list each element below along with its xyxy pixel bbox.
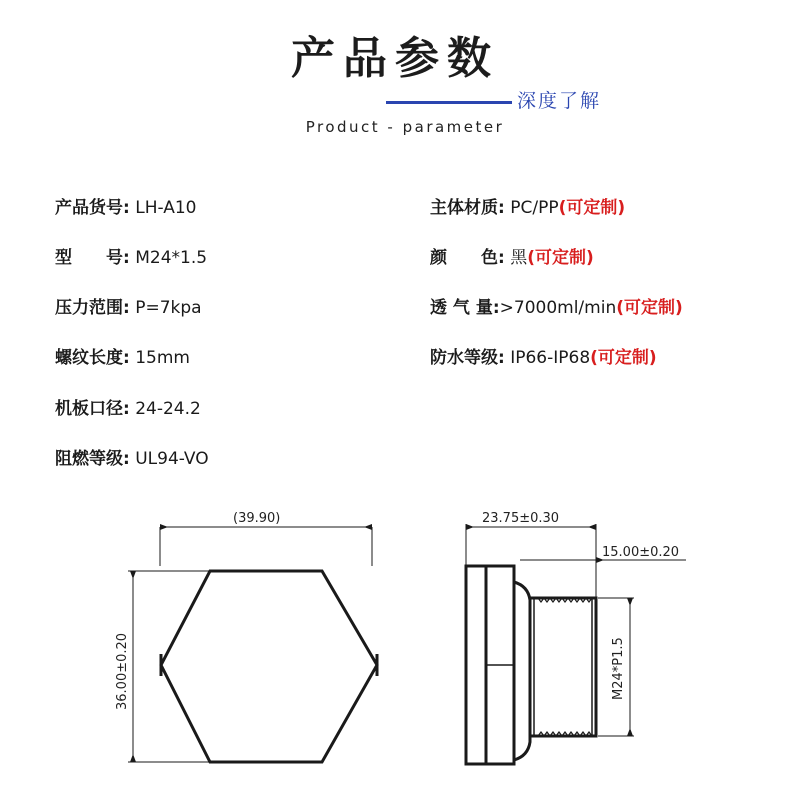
width-dimension: (39.90) (233, 511, 281, 526)
spec-value: PC/PP (504, 198, 559, 218)
customizable-note: (可定制) (527, 248, 594, 268)
spec-label: 颜 色: (430, 248, 505, 268)
total-length-dimension: 23.75±0.30 (482, 511, 560, 526)
spec-label: 透 气 量: (430, 298, 500, 318)
spec-value: >7000ml/min (499, 298, 617, 318)
height-dimension: 36.00±0.20 (115, 632, 130, 710)
thread-spec-label: M24*P1.5 (611, 637, 626, 700)
spec-value: UL94-VO (129, 449, 209, 469)
spec-label: 压力范围: (55, 298, 130, 318)
spec-label: 主体材质: (430, 198, 505, 218)
spec-value: IP66-IP68 (504, 348, 591, 368)
customizable-note: (可定制) (558, 198, 626, 218)
page-subtitle: 深度了解 (517, 90, 602, 112)
spec-value: P=7kpa (129, 298, 202, 318)
spec-value: 15mm (129, 348, 190, 368)
spec-label: 产品货号: (55, 198, 130, 218)
spec-value: LH-A10 (129, 198, 197, 218)
spec-label: 防水等级: (430, 348, 505, 368)
spec-label: 机板口径: (55, 399, 130, 419)
spec-value: 黑 (504, 248, 528, 268)
spec-label: 螺纹长度: (55, 348, 130, 368)
page-title: 产品参数 (291, 33, 499, 84)
thread-length-dimension: 15.00±0.20 (602, 545, 680, 560)
english-subtitle: Product - parameter (305, 118, 505, 136)
spec-label: 阻燃等级: (55, 449, 130, 469)
front-view-drawing (128, 524, 377, 762)
spec-value: 24-24.2 (129, 399, 201, 419)
spec-value: M24*1.5 (129, 248, 208, 268)
spec-label: 型 号: (55, 248, 130, 268)
customizable-note: (可定制) (616, 298, 683, 318)
side-view-drawing (466, 524, 686, 764)
customizable-note: (可定制) (590, 348, 657, 368)
